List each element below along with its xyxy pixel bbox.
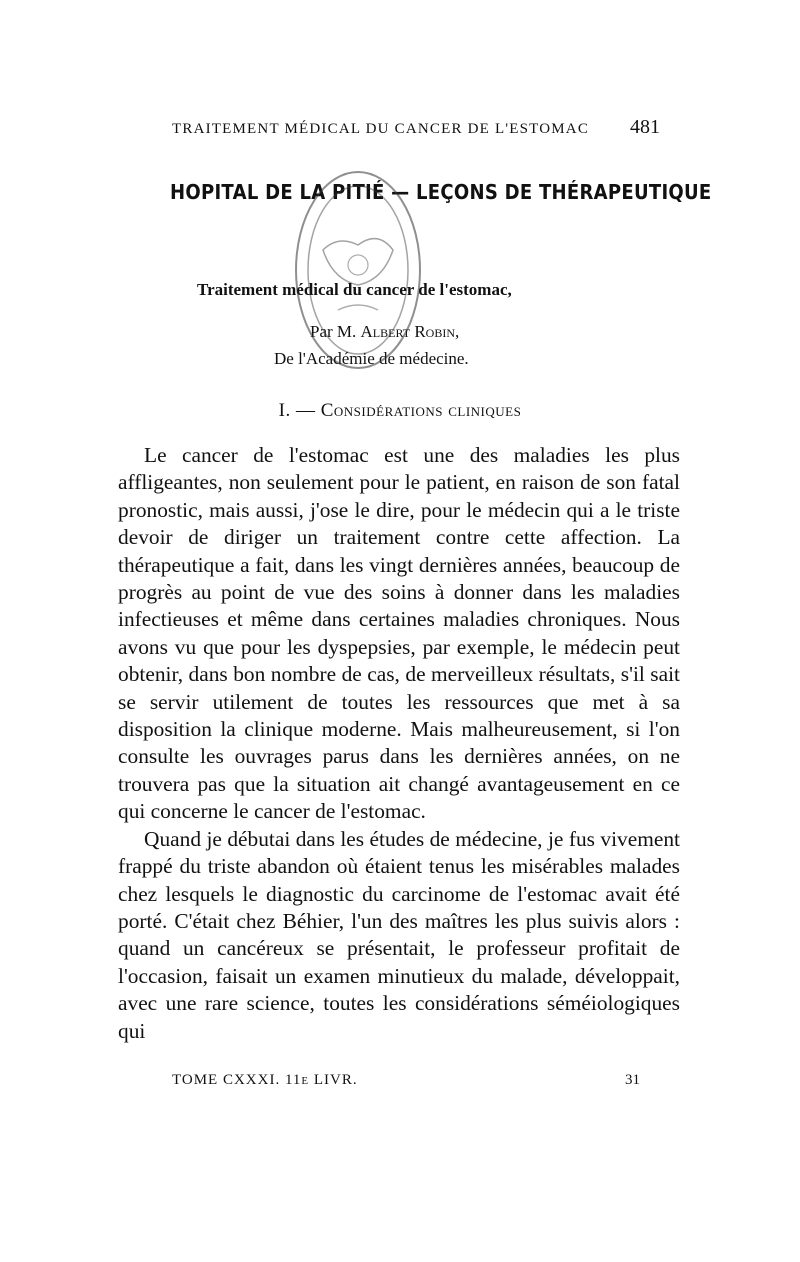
- page-number: 481: [630, 116, 660, 138]
- paragraph: Quand je débutai dans les études de médecine, je fus vivement frappé du triste abandon où étaient tenus les misérables malades chez lesquels le diagnostic du carcinome de l'estomac avait été porté. C'était chez Béhier, l'un des maîtres les plus suivis alors : quand un cancéreux se présentait, le professeur profitait de l'occasion, faisait un examen minutieux du malade, développait, avec une rare science, toutes les considérations séméiologiques qui: [118, 826, 680, 1043]
- footer-signature: 31: [625, 1072, 640, 1088]
- author-affiliation: De l'Académie de médecine.: [274, 349, 469, 368]
- chapter-heading: [0, 400, 800, 422]
- footer-tome: TOME CXXXI. 11e LIVR.: [172, 1072, 358, 1088]
- running-head-title: TRAITEMENT MÉDICAL DU CANCER DE L'ESTOMAC: [172, 121, 590, 137]
- body-text: [118, 442, 680, 1045]
- chapter-title: Considérations cliniques: [320, 400, 522, 421]
- stamp-graphic: [278, 160, 438, 380]
- paragraph: Le cancer de l'estomac est une des maladies les plus affligeantes, non seulement pour le patient, en raison de son fatal pronostic, mais aussi, j'ose le dire, pour le médecin qui a le triste devoir de diriger un traitement contre cette affection. La thérapeutique a fait, dans les vingt dernières années, beaucoup de progrès au point de vue des soins à donner dans les maladies infectieuses et même dans certaines maladies chroniques. Nous avons vu que pour les dyspepsies, par exemple, le médecin peut obtenir, dans bon nombre de cas, de merveilleux résultats, s'il sait se servir utilement de toutes les ressources que met à sa disposition la clinique moderne. Mais malheureusement, si l'on consulte les ouvrages parus dans les dernières années, on ne trouvera pas que la situation ait changé avantageusement en ce qui concerne le cancer de l'estomac.: [118, 443, 680, 824]
- running-head: [172, 116, 660, 139]
- section-heading: HOPITAL DE LA PITIÉ — LEÇONS DE THÉRAPEUTIQUE: [170, 180, 712, 204]
- library-stamp: [278, 160, 438, 380]
- author-prefix: Par M.: [310, 322, 361, 341]
- chapter-number: I. —: [278, 400, 321, 421]
- page-footer: [172, 1072, 640, 1089]
- article-title: Traitement médical du cancer de l'estomac,: [197, 280, 512, 299]
- author-name: Albert Robin,: [360, 322, 460, 341]
